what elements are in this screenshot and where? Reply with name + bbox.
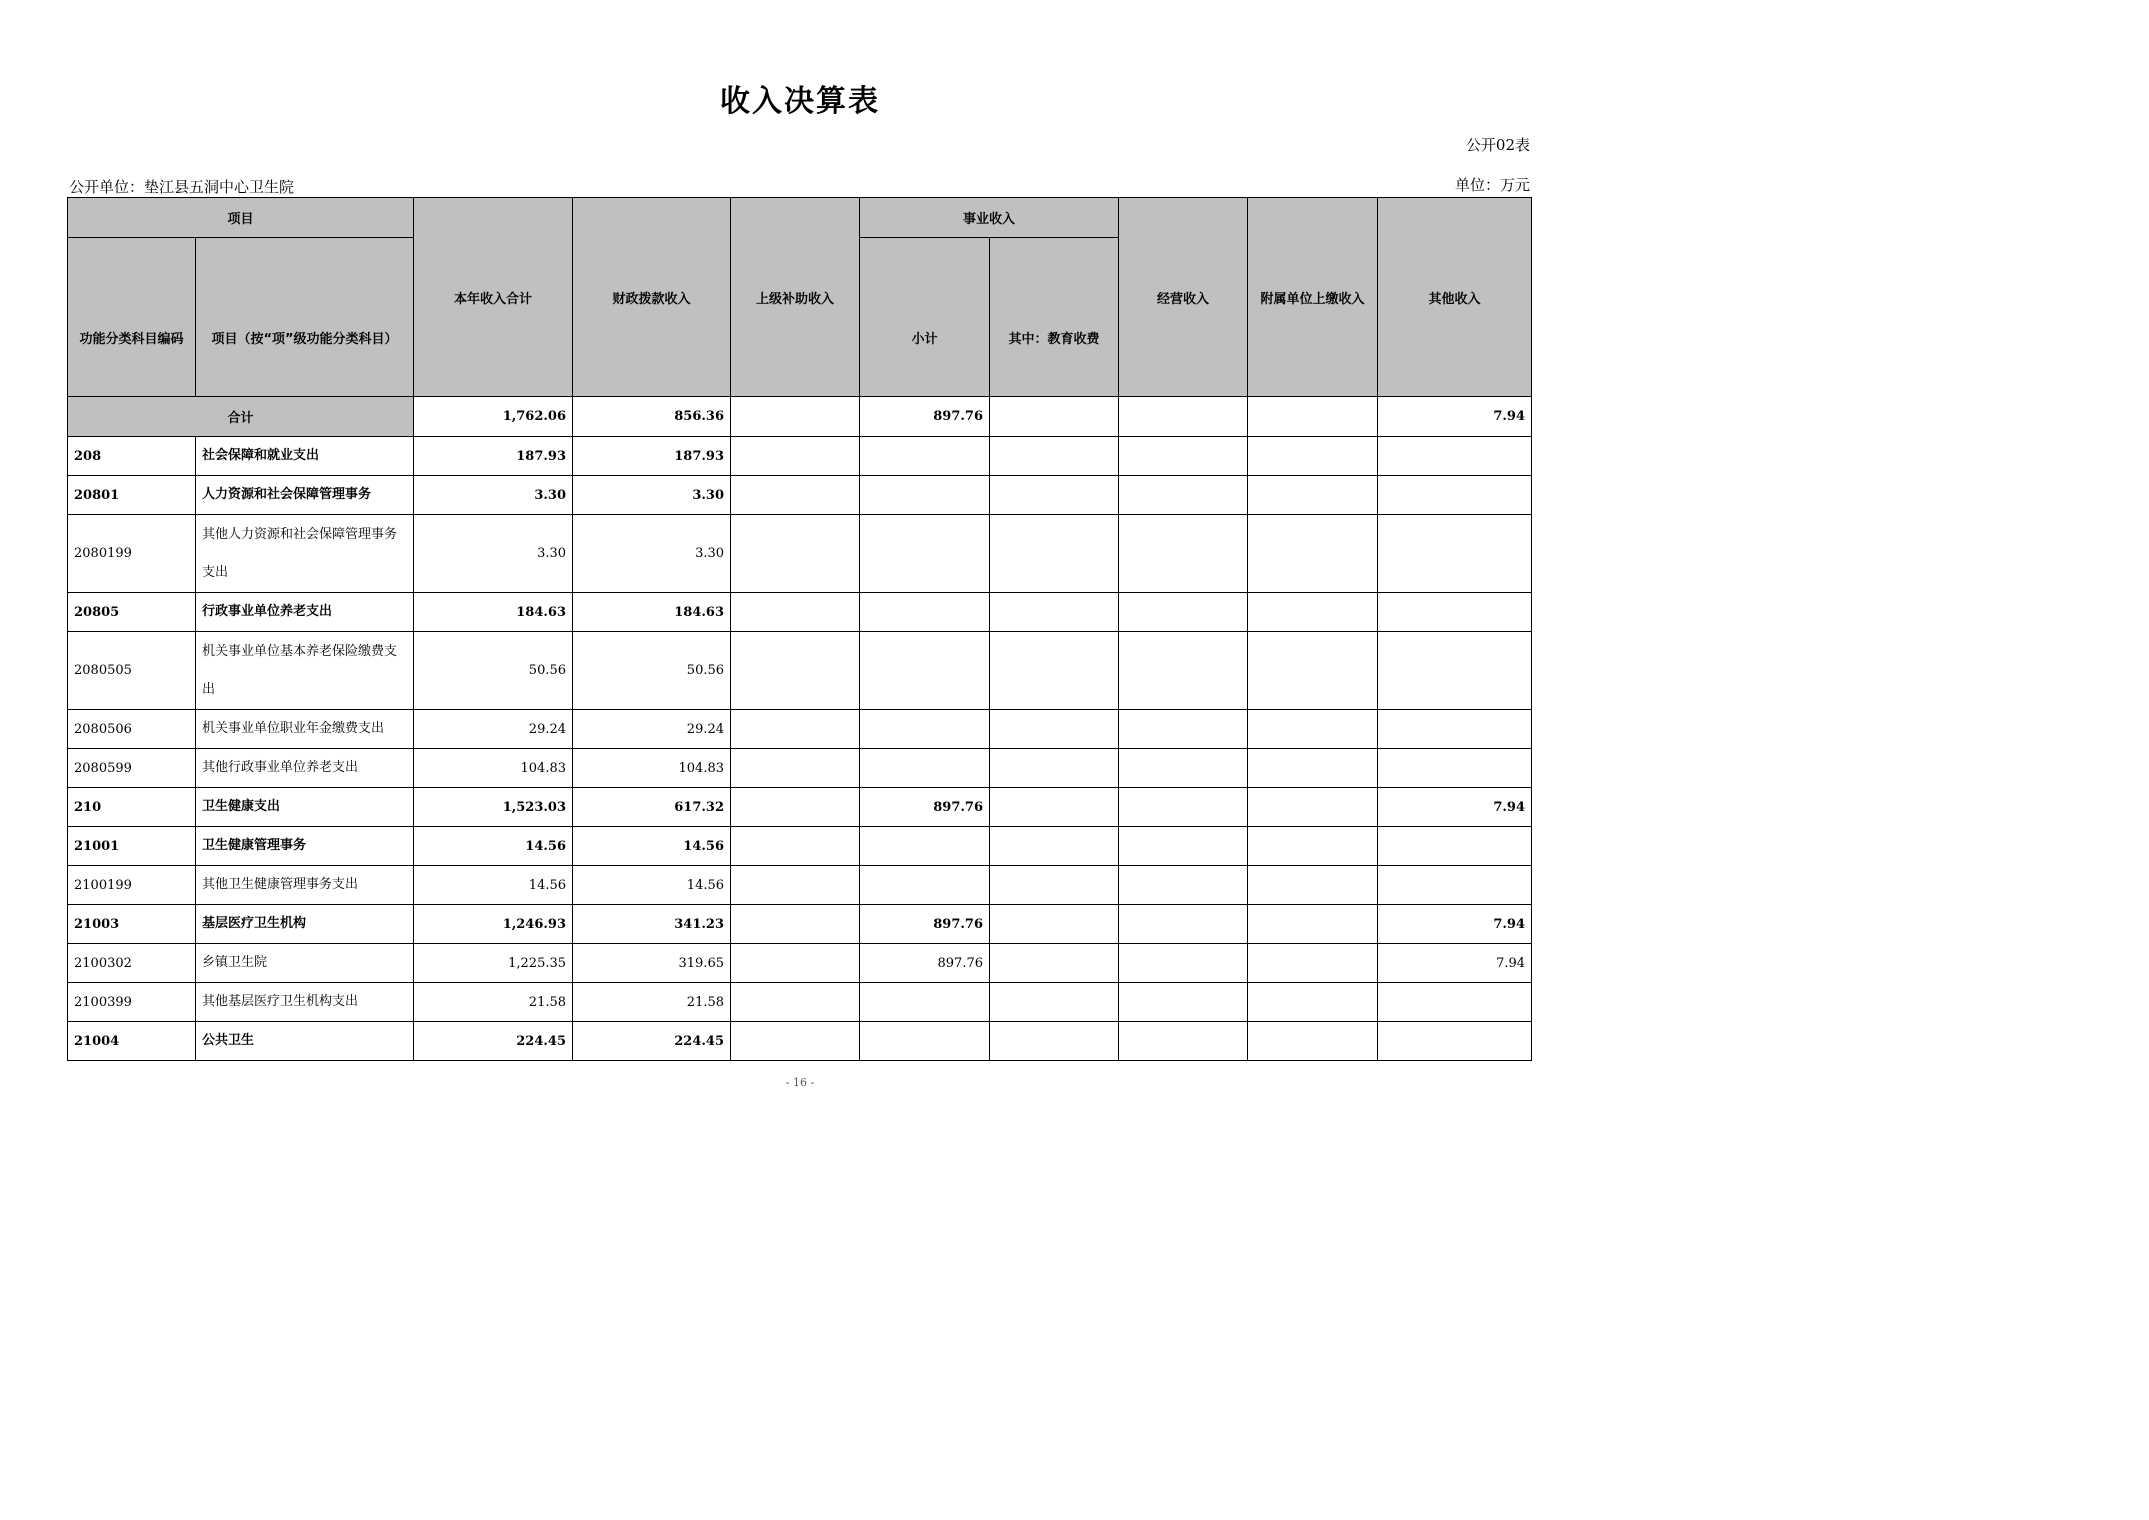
education-cell [990,710,1119,749]
total-label: 合计 [68,397,414,437]
superior-cell [731,827,860,866]
code-cell: 2100399 [68,983,196,1022]
affiliated-cell [1248,1022,1378,1061]
superior-cell [731,515,860,593]
code-cell: 2080199 [68,515,196,593]
operating-cell [1119,866,1248,905]
subtotal-cell: 897.76 [860,944,990,983]
total-income-cell: 1,762.06 [414,397,573,437]
affiliated-cell [1248,632,1378,710]
education-cell [990,1022,1119,1061]
table-row [68,437,1532,476]
total-other-cell: 7.94 [1378,397,1532,437]
total-row [68,397,1532,437]
fiscal-cell: 104.83 [573,749,731,788]
subtotal-cell [860,476,990,515]
operating-cell [1119,437,1248,476]
affiliated-cell [1248,437,1378,476]
total-income-cell: 21.58 [414,983,573,1022]
table-row [68,944,1532,983]
header-education: 其中：教育收费 [990,238,1119,397]
other-cell [1378,983,1532,1022]
fiscal-cell: 50.56 [573,632,731,710]
education-cell [990,866,1119,905]
table-row [68,788,1532,827]
table-header [68,198,1532,397]
operating-cell [1119,515,1248,593]
table-row [68,1022,1532,1061]
education-cell [990,944,1119,983]
table-row [68,593,1532,632]
total-income-cell: 50.56 [414,632,573,710]
name-cell: 行政事业单位养老支出 [196,593,414,632]
superior-cell [731,710,860,749]
superior-cell [731,944,860,983]
subtotal-cell [860,749,990,788]
total-income-cell: 14.56 [414,827,573,866]
subtotal-cell [860,710,990,749]
header-operating: 经营收入 [1119,198,1248,397]
table-row [68,632,1532,710]
header-affiliated: 附属单位上缴收入 [1248,198,1378,397]
header-code: 功能分类科目编码 [68,238,196,397]
affiliated-cell [1248,593,1378,632]
name-cell: 人力资源和社会保障管理事务 [196,476,414,515]
operating-cell [1119,983,1248,1022]
code-cell: 20805 [68,593,196,632]
subtotal-cell [860,983,990,1022]
total-income-cell: 104.83 [414,749,573,788]
other-cell [1378,437,1532,476]
operating-cell [1119,710,1248,749]
header-business: 事业收入 [860,198,1119,238]
name-cell: 其他人力资源和社会保障管理事务支出 [196,515,414,593]
total-income-cell: 1,225.35 [414,944,573,983]
fiscal-cell: 184.63 [573,593,731,632]
affiliated-cell [1248,788,1378,827]
table-row [68,476,1532,515]
name-cell: 公共卫生 [196,1022,414,1061]
code-cell: 2080506 [68,710,196,749]
education-cell [990,749,1119,788]
header-subtotal: 小计 [860,238,990,397]
affiliated-cell [1248,710,1378,749]
fiscal-cell: 14.56 [573,866,731,905]
affiliated-cell [1248,983,1378,1022]
total-income-cell: 184.63 [414,593,573,632]
superior-cell [731,749,860,788]
total-income-cell: 224.45 [414,1022,573,1061]
name-cell: 其他基层医疗卫生机构支出 [196,983,414,1022]
name-cell: 机关事业单位职业年金缴费支出 [196,710,414,749]
code-cell: 208 [68,437,196,476]
code-cell: 2080599 [68,749,196,788]
operating-cell [1119,788,1248,827]
total-affiliated-cell [1248,397,1378,437]
operating-cell [1119,749,1248,788]
currency-unit: 单位：万元 [1454,176,1530,194]
code-cell: 20801 [68,476,196,515]
table-body [68,397,1532,1061]
education-cell [990,632,1119,710]
other-cell [1378,1022,1532,1061]
header-name: 项目（按“项”级功能分类科目） [196,238,414,397]
operating-cell [1119,593,1248,632]
education-cell [990,983,1119,1022]
name-cell: 其他卫生健康管理事务支出 [196,866,414,905]
code-cell: 2100302 [68,944,196,983]
code-cell: 21003 [68,905,196,944]
header-project: 项目 [68,198,414,238]
fiscal-cell: 224.45 [573,1022,731,1061]
header-fiscal: 财政拨款收入 [573,198,731,397]
name-cell: 卫生健康支出 [196,788,414,827]
other-cell: 7.94 [1378,905,1532,944]
page-number: - 16 - [785,1076,815,1089]
page-title: 收入决算表 [720,84,880,119]
affiliated-cell [1248,905,1378,944]
education-cell [990,788,1119,827]
affiliated-cell [1248,476,1378,515]
other-cell [1378,827,1532,866]
table-row [68,749,1532,788]
code-cell: 21001 [68,827,196,866]
total-income-cell: 29.24 [414,710,573,749]
superior-cell [731,476,860,515]
fiscal-cell: 617.32 [573,788,731,827]
code-cell: 210 [68,788,196,827]
total-income-cell: 3.30 [414,476,573,515]
name-cell: 社会保障和就业支出 [196,437,414,476]
subtotal-cell: 897.76 [860,905,990,944]
operating-cell [1119,827,1248,866]
code-cell: 2080505 [68,632,196,710]
subtotal-cell [860,515,990,593]
operating-cell [1119,1022,1248,1061]
operating-cell [1119,944,1248,983]
operating-cell [1119,632,1248,710]
total-subtotal-cell: 897.76 [860,397,990,437]
form-number: 公开02表 [1465,136,1530,154]
total-income-cell: 1,523.03 [414,788,573,827]
income-table [67,197,1532,1061]
code-cell: 2100199 [68,866,196,905]
total-income-cell: 187.93 [414,437,573,476]
education-cell [990,593,1119,632]
table-row [68,827,1532,866]
subtotal-cell [860,866,990,905]
fiscal-cell: 3.30 [573,476,731,515]
name-cell: 乡镇卫生院 [196,944,414,983]
superior-cell [731,593,860,632]
code-cell: 21004 [68,1022,196,1061]
other-cell [1378,515,1532,593]
table-row [68,710,1532,749]
superior-cell [731,905,860,944]
affiliated-cell [1248,944,1378,983]
education-cell [990,476,1119,515]
fiscal-cell: 21.58 [573,983,731,1022]
affiliated-cell [1248,749,1378,788]
fiscal-cell: 319.65 [573,944,731,983]
other-cell [1378,593,1532,632]
reporting-unit: 公开单位：垫江县五洞中心卫生院 [69,178,295,196]
education-cell [990,437,1119,476]
other-cell [1378,866,1532,905]
name-cell: 卫生健康管理事务 [196,827,414,866]
superior-cell [731,866,860,905]
operating-cell [1119,476,1248,515]
subtotal-cell [860,593,990,632]
fiscal-cell: 187.93 [573,437,731,476]
total-income-cell: 14.56 [414,866,573,905]
other-cell [1378,749,1532,788]
name-cell: 机关事业单位基本养老保险缴费支出 [196,632,414,710]
name-cell: 其他行政事业单位养老支出 [196,749,414,788]
total-operating-cell [1119,397,1248,437]
superior-cell [731,437,860,476]
total-education-cell [990,397,1119,437]
table-row [68,515,1532,593]
other-cell [1378,476,1532,515]
fiscal-cell: 29.24 [573,710,731,749]
table-row [68,905,1532,944]
superior-cell [731,632,860,710]
education-cell [990,515,1119,593]
other-cell: 7.94 [1378,944,1532,983]
operating-cell [1119,905,1248,944]
header-other: 其他收入 [1378,198,1532,397]
education-cell [990,827,1119,866]
other-cell [1378,632,1532,710]
fiscal-cell: 341.23 [573,905,731,944]
table-row [68,866,1532,905]
subtotal-cell [860,632,990,710]
total-fiscal-cell: 856.36 [573,397,731,437]
affiliated-cell [1248,866,1378,905]
header-total-income: 本年收入合计 [414,198,573,397]
total-income-cell: 3.30 [414,515,573,593]
subtotal-cell [860,1022,990,1061]
subtotal-cell [860,437,990,476]
other-cell [1378,710,1532,749]
superior-cell [731,983,860,1022]
name-cell: 基层医疗卫生机构 [196,905,414,944]
fiscal-cell: 14.56 [573,827,731,866]
education-cell [990,905,1119,944]
affiliated-cell [1248,827,1378,866]
header-superior: 上级补助收入 [731,198,860,397]
subtotal-cell: 897.76 [860,788,990,827]
superior-cell [731,1022,860,1061]
other-cell: 7.94 [1378,788,1532,827]
superior-cell [731,788,860,827]
total-superior-cell [731,397,860,437]
table-row [68,983,1532,1022]
affiliated-cell [1248,515,1378,593]
fiscal-cell: 3.30 [573,515,731,593]
subtotal-cell [860,827,990,866]
total-income-cell: 1,246.93 [414,905,573,944]
